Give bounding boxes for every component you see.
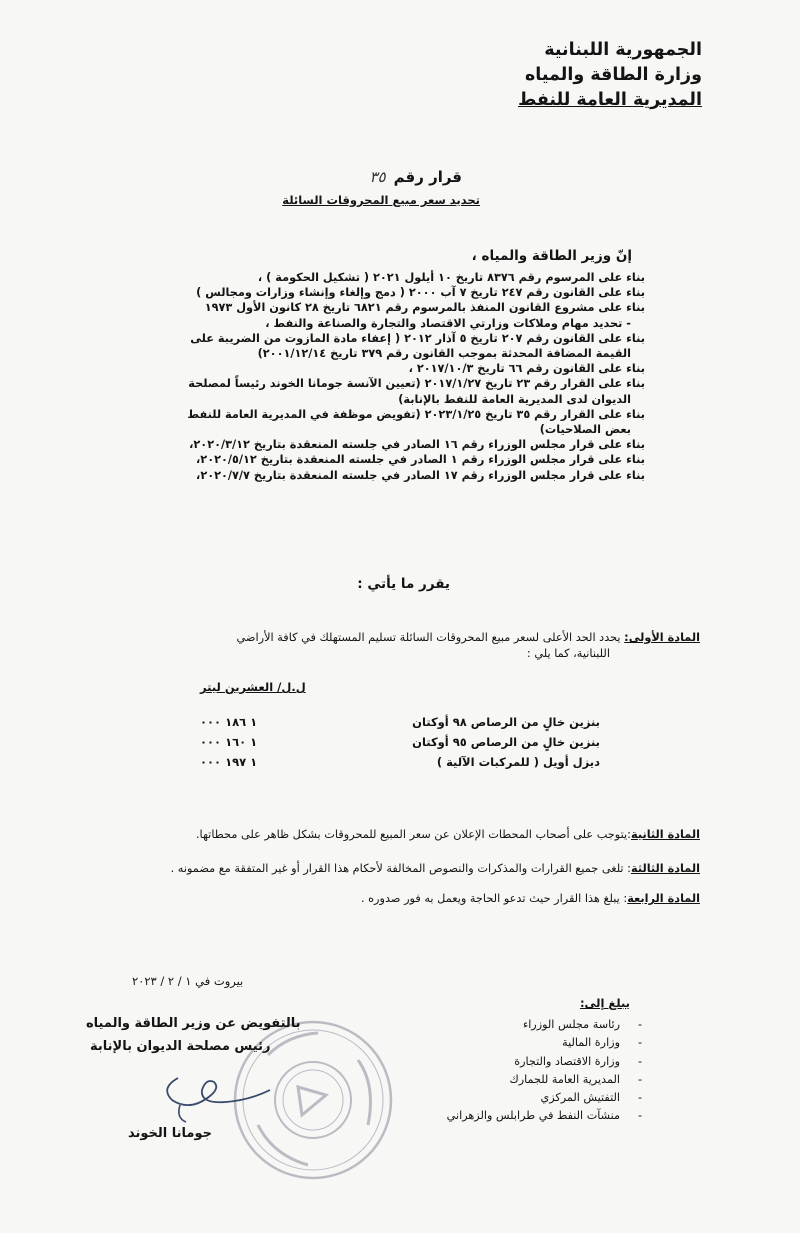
distribution-item [447,1016,642,1034]
product-name: بنزين خالٍ من الرصاص ٩٥ أوكتان [412,735,600,749]
distribution-item [447,1034,642,1052]
article-2 [196,828,700,841]
letterhead [518,38,702,113]
distribution-item [447,1053,642,1071]
decision-subject: تحديد سعر مبيع المحروقات السائلة [282,193,480,207]
product-name: ديزل أويل ( للمركبات الآلية ) [436,755,600,769]
distribution-item [447,1071,642,1089]
recital-line: بناء على القانون رقم ٢٤٧ تاريخ ٧ آب ٢٠٠٠ ( دمج وإلغاء وإنشاء وزارات ومجالس ) [196,286,645,300]
distribution-item-text: وزارة المالية [562,1036,620,1050]
list-dash: - [637,1072,642,1086]
article-4-label: المادة الرابعة [627,892,700,905]
signature-line-2: رئيس مصلحة الديوان بالإنابة [90,1039,271,1054]
distribution-item-text: وزارة الاقتصاد والتجارة [514,1054,620,1068]
list-dash: - [637,1091,642,1105]
article-1-label: المادة الأولى: [624,631,700,644]
list-dash: - [637,1018,642,1031]
article-4-text: : يبلغ هذا القرار حيث تدعو الحاجة ويعمل به فور صدوره . [360,892,628,905]
article-4 [361,892,700,905]
article-3 [171,862,700,875]
distribution-item [447,1089,642,1107]
recital-line: بناء على القرار رقم ٣٥ تاريخ ٢٠٢٣/١/٢٥ (تفويض موظفة في المديرية العامة للنفط [187,407,645,421]
letterhead-republic: الجمهورية اللبنانية [544,40,702,60]
price-row [200,732,600,752]
article-2-text: :يتوجب على أصحاب المحطات الإعلان عن سعر المبيع للمحروقات بشكل ظاهر على محطاتها. [195,828,631,841]
product-name: بنزين خالٍ من الرصاص ٩٨ أوكتان [412,715,600,729]
distribution-item-text: التفتيش المركزي [540,1091,620,1105]
recital-line: الديوان لدى المديرية العامة للنفط بالإنابة) [398,392,631,406]
recital-line: بناء على القانون رقم ٢٠٧ تاريخ ٥ آذار ٢٠١٢ ( إعفاء مادة المازوت من الضريبة على [190,331,645,345]
product-price: ١ ١٨٦ ٠٠٠ [200,715,258,729]
price-table [200,712,600,772]
recital-line: القيمة المضافة المحدثة بموجب القانون رقم ٣٧٩ تاريخ ٢٠٠١/١٢/١٤) [257,347,631,361]
recitals-list [125,270,645,483]
list-dash: - [637,1054,642,1068]
price-row [200,752,600,772]
list-dash: - [637,1036,642,1050]
product-price: ١ ١٩٧ ٠٠٠ [200,755,258,769]
recital-line: بناء على القرار رقم ٢٣ تاريخ ٢٠١٧/١/٢٧ (تعيين الآنسة جومانا الخوند رئيساً لمصلحة [188,377,645,391]
handwritten-signature [150,1060,280,1130]
recital-line: بناء على قرار مجلس الوزراء رقم ١٧ الصادر في جلسته المنعقدة بتاريخ ٢٠٢٠/٧/٧، [196,468,645,482]
preamble-minister: إنّ وزير الطاقة والمياه ، [471,248,632,264]
recital-line: بناء على المرسوم رقم ٨٣٧٦ تاريخ ١٠ أيلول ٢٠٢١ ( تشكيل الحكومة ) ، [257,271,645,284]
distribution-list [447,1016,642,1126]
letterhead-directorate: المديرية العامة للنفط [518,90,702,110]
recital-line: بناء على القانون رقم ٦٦ تاريخ ٢٠١٧/١٠/٣ ، [408,362,645,376]
article-2-label: المادة الثانية [630,828,700,841]
list-dash: - [637,1109,642,1123]
product-price: ١ ١٦٠ ٠٠٠ [200,735,258,749]
price-row [200,712,600,732]
recital-line: - تحديد مهام وملاكات وزارتي الاقتصاد والتجارة والصناعة والنفط ، [265,316,631,330]
article-3-label: المادة الثالثة [630,862,700,875]
recital-line: بعض الصلاحيات) [539,423,631,437]
article-1 [140,630,700,662]
recital-line: بناء على قرار مجلس الوزراء رقم ١٦ الصادر في جلسته المنعقدة بتاريخ ٢٠٢٠/٣/١٢، [189,438,645,452]
article-1-text-2: اللبنانية، كما يلي : [526,647,610,660]
decision-number: ٣٥ [369,168,386,186]
signatory-name: جومانا الخوند [128,1126,212,1141]
decides-heading: يقرر ما يأتي : [357,576,450,592]
distribution-item-text: منشآت النفط في طرابلس والزهراني [446,1109,620,1123]
distribution-title: يبلغ إلى: [579,996,630,1010]
article-1-text: يحدد الحد الأعلى لسعر مبيع المحروقات السائلة تسليم المستهلك في كافة الأراضي [236,631,625,644]
recital-line: بناء على مشروع القانون المنفذ بالمرسوم رقم ٦٨٢١ تاريخ ٢٨ كانون الأول ١٩٧٣ [204,301,645,315]
price-unit-header: ل.ل/ العشرين ليتر [200,680,306,694]
article-3-text: : تلغى جميع القرارات والمذكرات والنصوص المخالفة لأحكام هذا القرار أو غير المتفقة مع مضمونه . [170,862,631,875]
letterhead-ministry: وزارة الطاقة والمياه [524,65,702,85]
distribution-item-text: المديرية العامة للجمارك [509,1072,620,1086]
distribution-item-text: رئاسة مجلس الوزراء [522,1018,620,1031]
distribution-item [447,1107,642,1125]
signature-line-1: بالتفويض عن وزير الطاقة والمياه [86,1016,301,1031]
decision-title-label: قرار رقم [393,168,462,186]
decision-title [370,168,463,186]
issue-date: بيروت في ١ / ٢ / ٢٠٢٣ [132,974,244,988]
recital-line: بناء على قرار مجلس الوزراء رقم ١ الصادر في جلسته المنعقدة بتاريخ ٢٠٢٠/٥/١٢، [196,453,645,467]
